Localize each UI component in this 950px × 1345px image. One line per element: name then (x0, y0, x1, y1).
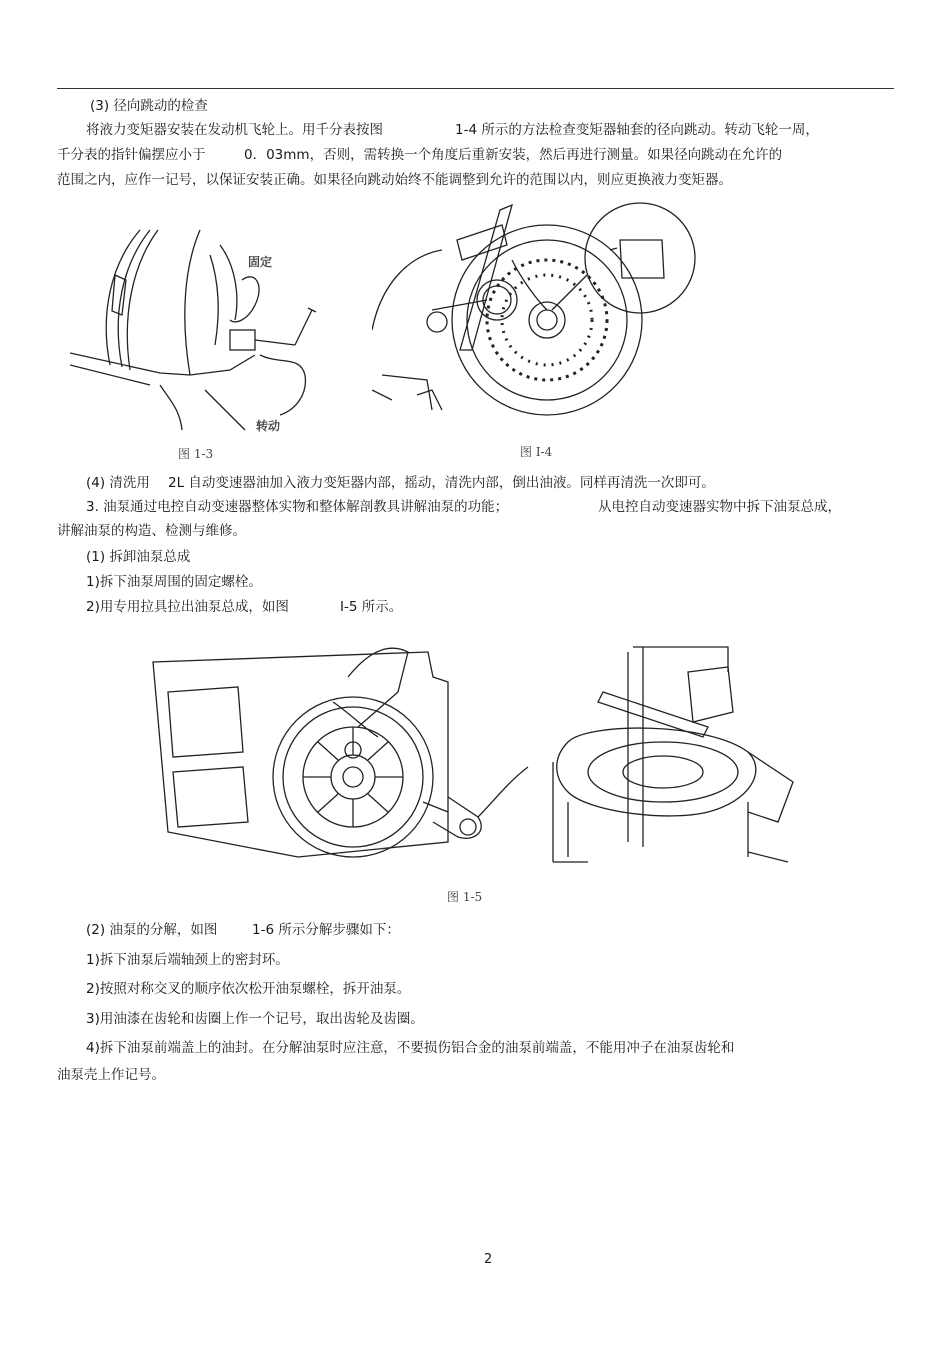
caption-figure-1-3: 图 1-3 (178, 447, 214, 461)
list-item: 1)拆下油泵后端轴颈上的密封环。 (86, 952, 289, 968)
paragraph-line: 油泵壳上作记号。 (57, 1067, 165, 1083)
paragraph-line: 千分表的指针偏摆应小于 (57, 147, 206, 163)
page-number: 2 (484, 1252, 493, 1267)
list-item: 4)拆下油泵前端盖上的油封。在分解油泵时应注意，不要损伤铝合金的油泵前端盖，不能用冲子在油泵齿轮和 (86, 1040, 735, 1056)
paragraph-line: 1-6 所示分解步骤如下： (252, 922, 400, 938)
list-item: 1)拆下油泵周围的固定螺栓。 (86, 574, 262, 590)
list-item: 3)用油漆在齿轮和齿圈上作一个记号，取出齿轮及齿圈。 (86, 1011, 424, 1027)
paragraph-line: 3. 油泵通过电控自动变速器整体实物和整体解剖教具讲解油泵的功能； (86, 499, 509, 515)
caption-figure-1-4: 图 I-4 (520, 445, 553, 459)
list-item: I-5 所示。 (340, 599, 403, 615)
paragraph-line: 2L 自动变速器油加入液力变矩器内部，摇动，清洗内部，倒出油液。同样再清洗一次即可。 (168, 475, 715, 491)
header-rule (57, 88, 894, 89)
paragraph-line: (4) 清洗用 (86, 475, 150, 491)
paragraph-line: 讲解油泵的构造、检测与维修。 (57, 523, 246, 539)
label-rotate: 转动 (256, 419, 281, 433)
figure-1-5 (148, 632, 798, 882)
figure-1-3 (70, 225, 335, 435)
heading-radial-runout: (3) 径向跳动的检查 (90, 98, 208, 114)
list-item: 2)用专用拉具拉出油泵总成，如图 (86, 599, 289, 615)
paragraph-line: 范围之内，应作一记号，以保证安装正确。如果径向跳动始终不能调整到允许的范围以内，则应更换液力变矩器。 (57, 172, 732, 188)
label-fixed: 固定 (248, 255, 273, 269)
caption-figure-1-5: 图 1-5 (447, 890, 483, 904)
heading-pump-disassembly: (2) 油泵的分解，如图 (86, 922, 218, 938)
paragraph-line: 0．03mm，否则，需转换一个角度后重新安装，然后再进行测量。如果径向跳动在允许的 (244, 147, 783, 163)
figure-1-4 (372, 200, 712, 435)
paragraph-line: 从电控自动变速器实物中拆下油泵总成， (598, 499, 841, 515)
heading-remove-pump: (1) 拆卸油泵总成 (86, 549, 191, 565)
paragraph-line: 1-4 所示的方法检查变矩器轴套的径向跳动。转动飞轮一周， (455, 122, 819, 138)
list-item: 2)按照对称交叉的顺序依次松开油泵螺栓，拆开油泵。 (86, 981, 411, 997)
paragraph-line: 将液力变矩器安装在发动机飞轮上。用千分表按图 (86, 122, 383, 138)
